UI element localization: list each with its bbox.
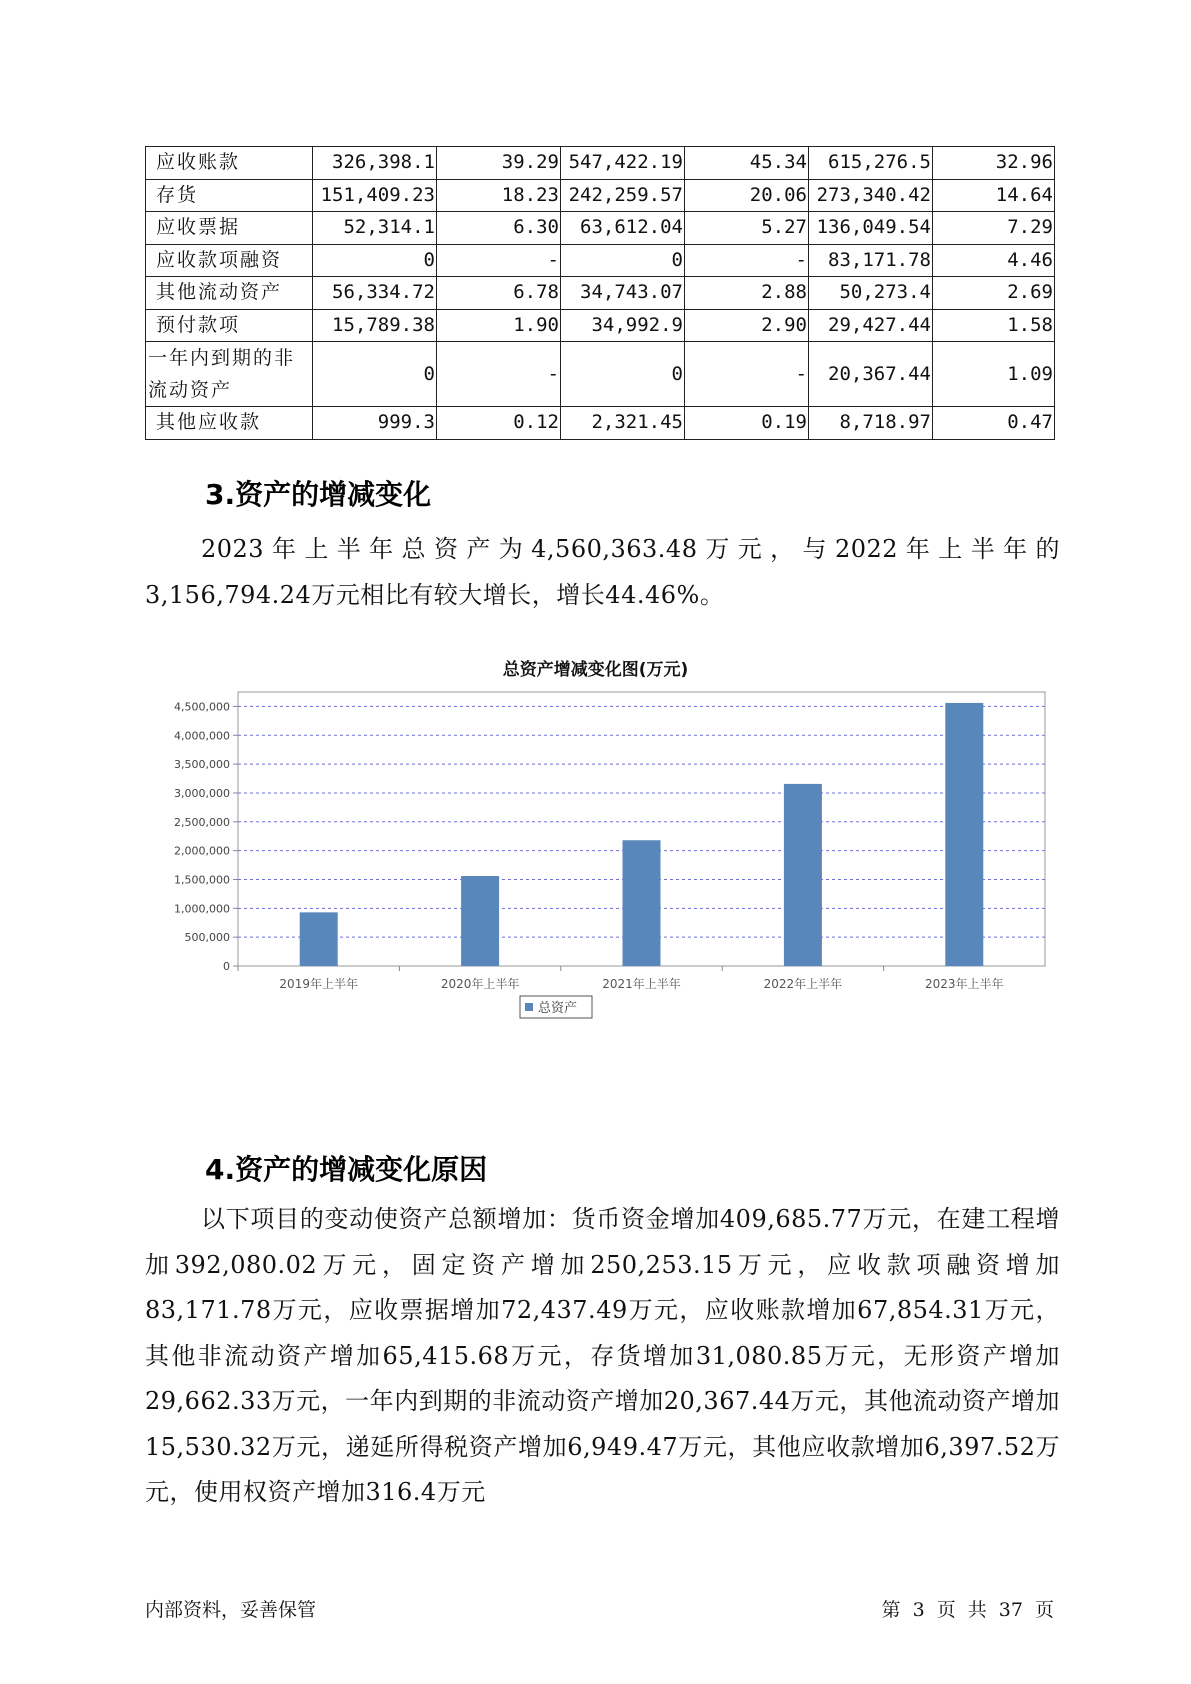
- y-tick-label: 1,000,000: [174, 902, 230, 916]
- row-label-cell: 其他应收款: [146, 407, 313, 440]
- table-row: [146, 212, 1055, 245]
- value-cell: 242,259.57: [561, 179, 685, 212]
- bar: [784, 784, 822, 966]
- value-cell: 0: [561, 244, 685, 277]
- value-cell: 2.90: [685, 309, 809, 342]
- table-row: [146, 147, 1055, 180]
- value-cell: 0: [313, 244, 437, 277]
- value-cell: 547,422.19: [561, 147, 685, 180]
- value-cell: 1.09: [933, 342, 1055, 407]
- bar: [945, 703, 983, 966]
- row-label-cell: 应收账款: [146, 147, 313, 180]
- y-tick-label: 2,000,000: [174, 844, 230, 858]
- chart-title: 总资产增减变化图(万元): [502, 660, 689, 680]
- value-cell: 4.46: [933, 244, 1055, 277]
- value-cell: 1.58: [933, 309, 1055, 342]
- value-cell: 39.29: [437, 147, 561, 180]
- value-cell: 6.30: [437, 212, 561, 245]
- y-tick-label: 2,500,000: [174, 815, 230, 829]
- y-tick-label: 3,500,000: [174, 758, 230, 772]
- value-cell: 20,367.44: [809, 342, 933, 407]
- total-assets-bar-chart: [145, 690, 1055, 1120]
- value-cell: 2.69: [933, 277, 1055, 310]
- bar: [461, 876, 499, 966]
- value-cell: 45.34: [685, 147, 809, 180]
- value-cell: -: [437, 342, 561, 407]
- section-heading-4: 4.资产的增减变化原因: [205, 1153, 488, 1186]
- value-cell: 615,276.5: [809, 147, 933, 180]
- value-cell: -: [437, 244, 561, 277]
- legend-swatch: [525, 1003, 533, 1011]
- x-tick-label: 2022年上半年: [763, 977, 843, 991]
- row-label-cell: 存货: [146, 179, 313, 212]
- legend-label: 总资产: [538, 1001, 578, 1016]
- value-cell: 136,049.54: [809, 212, 933, 245]
- footer-page-number: 第 3 页 共 37 页: [881, 1599, 1054, 1621]
- value-cell: 0.19: [685, 407, 809, 440]
- y-tick-label: 0: [223, 960, 230, 973]
- value-cell: 15,789.38: [313, 309, 437, 342]
- section-4-paragraph: 以下项目的变动使资产总额增加：货币资金增加409,685.77万元，在建工程增加392,080.02万元，固定资产增加250,253.15万元，应收款项融资增加83,171.78万元，应收票据增加72,437.49万元，应收账款增加67,854.31万元，其他非流动资产增加65,415.68万元，存货增加31,080.85万元，无形资产增加29,662.33万元，一年内到期的非流动资产增加20,367.44万元，其他流动资产增加15,530.32万元，递延所得税资产增加6,949.47万元，其他应收款增加6,397.52万元，使用权资产增加316.4万元: [145, 1205, 1060, 1506]
- value-cell: 2,321.45: [561, 407, 685, 440]
- value-cell: 0: [561, 342, 685, 407]
- value-cell: 151,409.23: [313, 179, 437, 212]
- value-cell: 29,427.44: [809, 309, 933, 342]
- value-cell: 56,334.72: [313, 277, 437, 310]
- value-cell: 999.3: [313, 407, 437, 440]
- value-cell: 5.27: [685, 212, 809, 245]
- value-cell: 63,612.04: [561, 212, 685, 245]
- row-label-cell: 应收票据: [146, 212, 313, 245]
- table-row: [146, 179, 1055, 212]
- value-cell: 0.12: [437, 407, 561, 440]
- value-cell: -: [685, 342, 809, 407]
- bar: [300, 912, 338, 966]
- value-cell: 18.23: [437, 179, 561, 212]
- table-row: [146, 277, 1055, 310]
- value-cell: -: [685, 244, 809, 277]
- row-label-cell: 一年内到期的非流动资产: [146, 342, 313, 407]
- row-label-cell: 应收款项融资: [146, 244, 313, 277]
- section-heading-3: 3.资产的增减变化: [205, 478, 432, 511]
- bar: [623, 840, 661, 966]
- value-cell: 20.06: [685, 179, 809, 212]
- value-cell: 14.64: [933, 179, 1055, 212]
- value-cell: 6.78: [437, 277, 561, 310]
- value-cell: 326,398.1: [313, 147, 437, 180]
- asset-table: [145, 146, 1055, 440]
- value-cell: 273,340.42: [809, 179, 933, 212]
- x-tick-label: 2020年上半年: [440, 977, 520, 991]
- value-cell: 8,718.97: [809, 407, 933, 440]
- value-cell: 34,992.9: [561, 309, 685, 342]
- row-label-cell: 其他流动资产: [146, 277, 313, 310]
- value-cell: 2.88: [685, 277, 809, 310]
- asset-table-body: [146, 147, 1055, 440]
- value-cell: 50,273.4: [809, 277, 933, 310]
- table-row: [146, 309, 1055, 342]
- value-cell: 32.96: [933, 147, 1055, 180]
- section-3-paragraph: 2023年上半年总资产为4,560,363.48万元，与2022年上半年的3,156,794.24万元相比有较大增长，增长44.46%。: [145, 535, 1060, 609]
- value-cell: 1.90: [437, 309, 561, 342]
- y-tick-label: 3,000,000: [174, 786, 230, 800]
- y-tick-label: 500,000: [184, 931, 230, 945]
- row-label-cell: 预付款项: [146, 309, 313, 342]
- value-cell: 52,314.1: [313, 212, 437, 245]
- table-row: [146, 244, 1055, 277]
- value-cell: 7.29: [933, 212, 1055, 245]
- table-row: [146, 407, 1055, 440]
- y-tick-label: 1,500,000: [174, 873, 230, 887]
- value-cell: 34,743.07: [561, 277, 685, 310]
- value-cell: 0: [313, 342, 437, 407]
- table-row: [146, 342, 1055, 407]
- x-tick-label: 2023年上半年: [925, 977, 1004, 991]
- value-cell: 0.47: [933, 407, 1055, 440]
- y-tick-label: 4,500,000: [174, 700, 230, 714]
- x-tick-label: 2021年上半年: [602, 977, 681, 991]
- x-tick-label: 2019年上半年: [279, 977, 358, 991]
- footer-confidential-note: 内部资料，妥善保管: [145, 1599, 317, 1621]
- y-tick-label: 4,000,000: [174, 729, 230, 743]
- value-cell: 83,171.78: [809, 244, 933, 277]
